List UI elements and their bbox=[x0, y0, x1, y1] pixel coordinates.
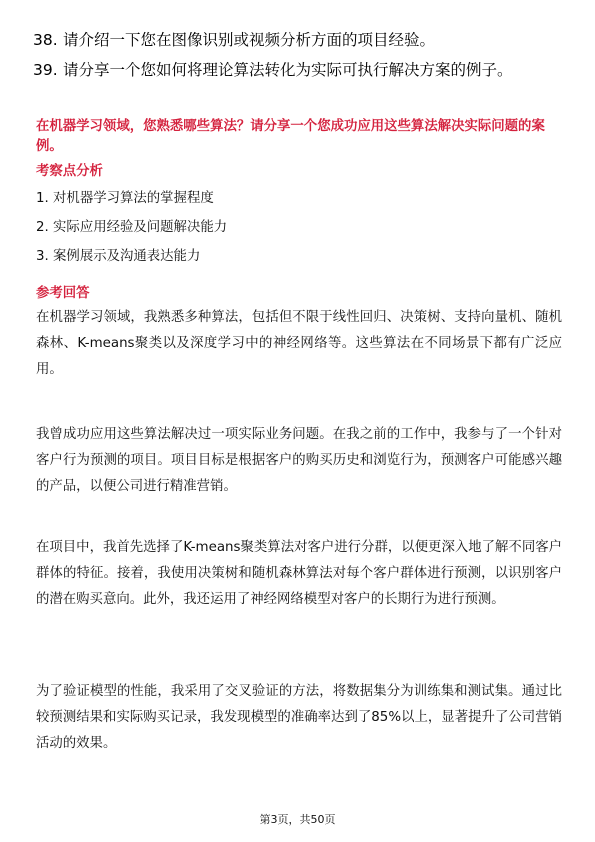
analysis-title: 考察点分析 bbox=[36, 164, 103, 179]
answer-paragraph: 我曾成功应用这些算法解决过一项实际业务问题。在我之前的工作中，我参与了一个针对客户行为预测的项目。项目目标是根据客户的购买历史和浏览行为，预测客户可能感兴趣的产品，以便公司进行精准营销。 bbox=[36, 427, 562, 495]
answer-paragraph: 在项目中，我首先选择了K-means聚类算法对客户进行分群，以便更深入地了解不同客户群体的特征。接着，我使用决策树和随机森林算法对每个客户群体进行预测，以识别客户的潜在购买意向。此外，我还运用了神经网络模型对客户的长期行为进行预测。 bbox=[36, 540, 562, 608]
question-text: 请介绍一下您在图像识别或视频分析方面的项目经验。 bbox=[63, 31, 436, 49]
analysis-item: 3. 案例展示及沟通表达能力 bbox=[36, 249, 201, 264]
page-number: 第3页，共50页 bbox=[259, 813, 336, 826]
answer-paragraph: 在机器学习领域，我熟悉多种算法，包括但不限于线性回归、决策树、支持向量机、随机森林、K-means聚类以及深度学习中的神经网络等。这些算法在不同场景下都有广泛应用。 bbox=[36, 310, 562, 378]
question-number: 38. bbox=[33, 31, 58, 49]
question-39 bbox=[33, 58, 558, 82]
interview-question: 在机器学习领域，您熟悉哪些算法？请分享一个您成功应用这些算法解决实际问题的案例。 bbox=[36, 119, 545, 154]
question-number: 39. bbox=[33, 61, 58, 79]
analysis-item: 1. 对机器学习算法的掌握程度 bbox=[36, 191, 214, 206]
question-text: 请分享一个您如何将理论算法转化为实际可执行解决方案的例子。 bbox=[63, 61, 513, 79]
question-38 bbox=[33, 28, 558, 52]
analysis-item: 2. 实际应用经验及问题解决能力 bbox=[36, 220, 228, 235]
answer-paragraph: 为了验证模型的性能，我采用了交叉验证的方法，将数据集分为训练集和测试集。通过比较预测结果和实际购买记录，我发现模型的准确率达到了85%以上，显著提升了公司营销活动的效果。 bbox=[36, 684, 562, 752]
answer-title: 参考回答 bbox=[36, 286, 90, 301]
